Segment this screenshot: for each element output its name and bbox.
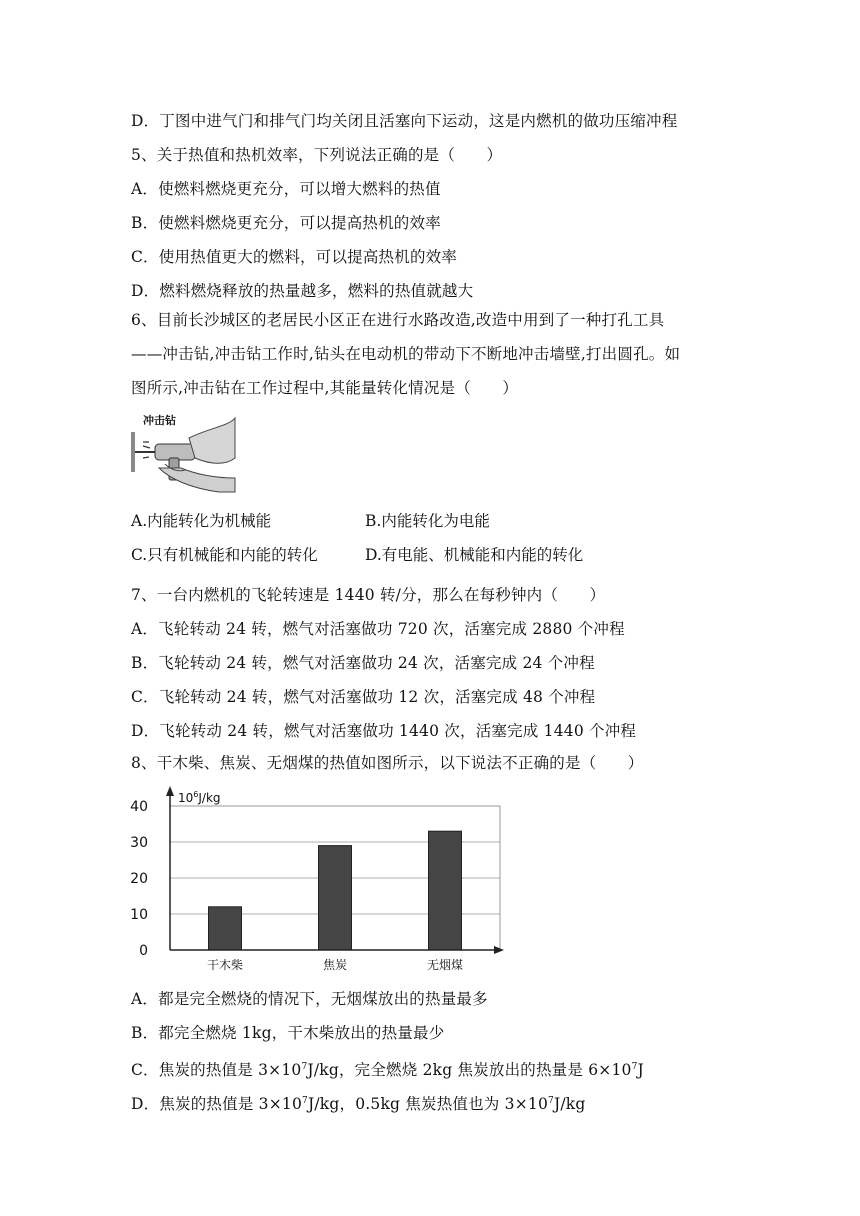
x-axis-arrow-icon [494,946,504,954]
unit-base: 10 [178,791,194,805]
q6-option-c: C.只有机械能和内能的转化 [131,546,318,564]
q8-stem: 8、干木柴、焦炭、无烟煤的热值如图所示，以下说法不正确的是（ ） [131,754,644,772]
bar-3 [429,831,462,950]
q8-option-d: D．焦炭的热值是 $3\times 10^7J/kg$，0.5kg 焦炭热值也为 $3\times 10^7J/kg$ [131,1095,586,1113]
q4-option-d: D．丁图中进气门和排气门均关闭且活塞向下运动，这是内燃机的做功压缩冲程 [131,112,678,130]
unit-rest: J/kg [198,791,221,805]
x-tick-label: 干木柴 [206,958,244,972]
bar-2 [319,846,352,950]
wall-shape [131,432,135,472]
chart-unit-label [178,790,221,805]
y-tick-label: 30 [130,835,148,851]
unit-exp: 6 [193,790,199,799]
q8-option-a: A．都是完全燃烧的情况下，无烟煤放出的热量最多 [131,990,488,1008]
q6-stem-line1: 6、目前长沙城区的老居民小区正在进行水路改造,改造中用到了一种打孔工具 [131,311,665,329]
q7-option-c: C．飞轮转动 24 转，燃气对活塞做功 12 次，活塞完成 48 个冲程 [131,688,596,706]
q8-option-c: C．焦炭的热值是 $3\times 10^7J/kg$，完全燃烧 2kg 焦炭放出的热量是 $6\times 10^7J$ [131,1061,644,1079]
q6-stem-line2: ——冲击钻,冲击钻工作时,钻头在电动机的带动下不断地冲击墙壁,打出圆孔。如 [131,345,681,363]
q6-option-a: A.内能转化为机械能 [131,512,272,530]
drill-figure-label: 冲击钻 [143,414,176,427]
bar-1 [209,907,242,950]
q8-option-b: B．都完全燃烧 1kg，干木柴放出的热量最少 [131,1024,445,1042]
x-tick-label: 焦炭 [322,958,348,972]
x-tick-label: 无烟煤 [426,958,464,972]
chart-bars [209,831,462,950]
chart-x-tick-labels [207,957,463,972]
q5-option-a: A．使燃料燃烧更充分，可以增大燃料的热值 [131,180,441,198]
y-axis-arrow-icon [166,786,174,796]
q6-stem-line3: 图所示,冲击钻在工作过程中,其能量转化情况是（ ） [131,379,519,397]
q7-option-a: A．飞轮转动 24 转，燃气对活塞做功 720 次，活塞完成 2880 个冲程 [131,620,625,638]
chart-y-tick-labels [130,799,148,959]
heat-value-bar-chart [128,784,508,974]
q5-stem: 5、关于热值和热机效率，下列说法正确的是（ ） [131,146,503,164]
q7-option-d: D．飞轮转动 24 转，燃气对活塞做功 1440 次，活塞完成 1440 个冲程 [131,722,637,740]
y-tick-label: 40 [130,799,148,815]
y-tick-label: 0 [139,943,148,959]
q5-option-c: C．使用热值更大的燃料，可以提高热机的效率 [131,248,458,266]
y-tick-label: 20 [130,871,148,887]
q5-option-b: B．使燃料燃烧更充分，可以提高热机的效率 [131,214,441,232]
q5-option-d: D．燃料燃烧释放的热量越多，燃料的热值就越大 [131,282,474,300]
q7-option-b: B．飞轮转动 24 转，燃气对活塞做功 24 次，活塞完成 24 个冲程 [131,654,595,672]
q6-option-b: B.内能转化为电能 [365,512,490,530]
q7-stem: 7、一台内燃机的飞轮转速是 1440 转/分，那么在每秒钟内（ ） [131,586,606,604]
impact-drill-figure [129,408,237,496]
y-tick-label: 10 [130,907,148,923]
q6-option-d: D.有电能、机械能和内能的转化 [365,546,584,564]
